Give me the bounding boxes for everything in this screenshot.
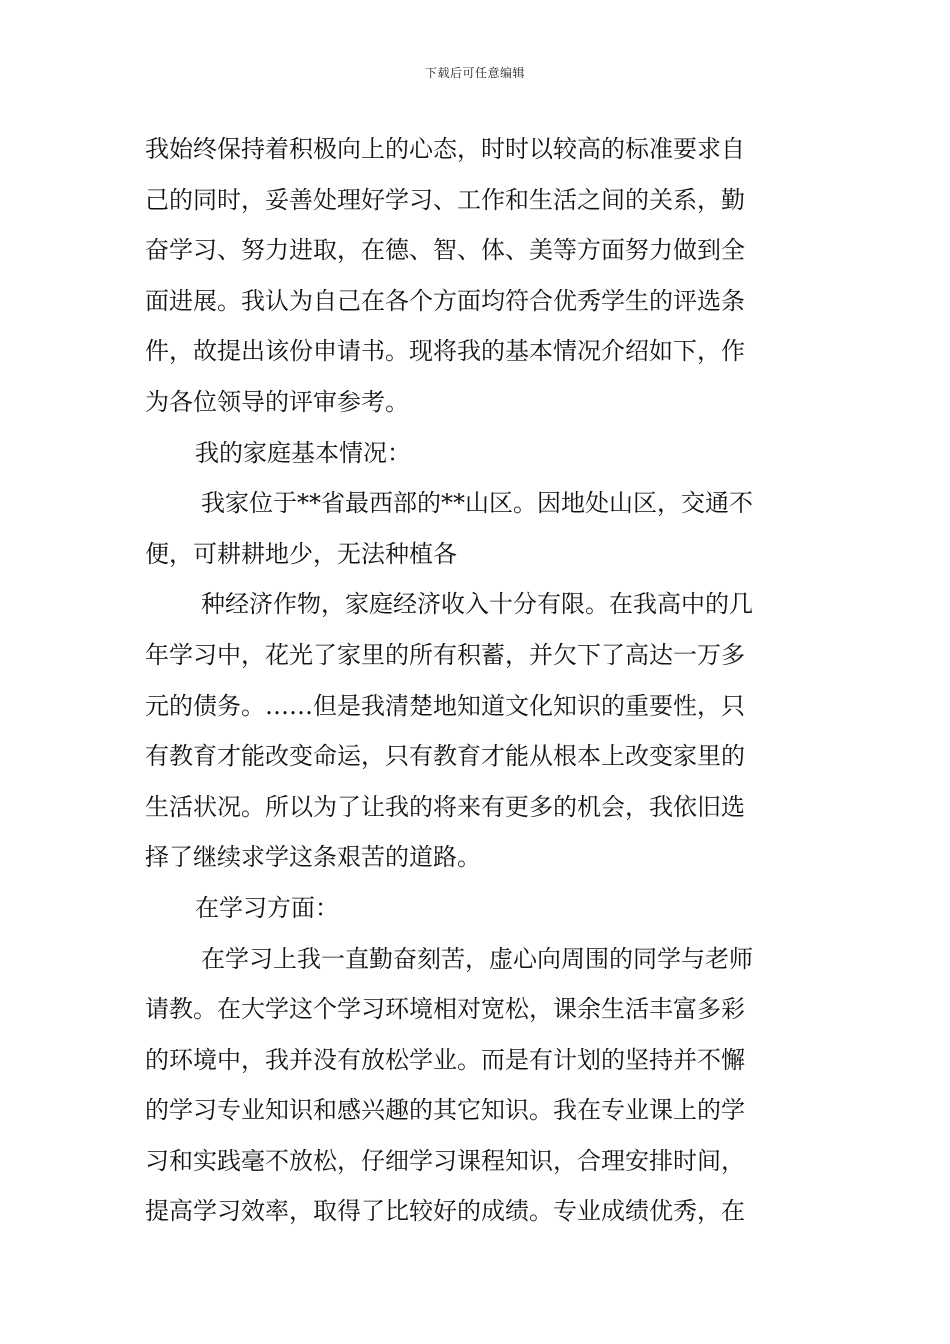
document-body [145, 124, 810, 1237]
section-heading-study [145, 883, 810, 934]
heading-text: 我的家庭基本情况： [195, 438, 411, 467]
text-line: 奋学习、努力进取，在德、智、体、美等方面努力做到全 [145, 236, 745, 265]
text-line: 的环境中，我并没有放松学业。而是有计划的坚持并不懈 [145, 1045, 745, 1074]
paragraph-family-economy [145, 579, 810, 883]
text-line: 年学习中，花光了家里的所有积蓄，并欠下了高达一万多 [145, 640, 745, 669]
heading-text: 在学习方面： [195, 893, 339, 922]
text-line: 生活状况。所以为了让我的将来有更多的机会，我依旧选 [145, 792, 745, 821]
text-line: 我始终保持着积极向上的心态，时时以较高的标准要求自 [145, 135, 745, 163]
text-line: 种经济作物，家庭经济收入十分有限。在我高中的几 [201, 590, 753, 619]
text-line: 我家位于**省最西部的**山区。因地处山区，交通不 [201, 489, 753, 518]
text-line: 面进展。我认为自己在各个方面均符合优秀学生的评选条 [145, 286, 745, 315]
text-line: 在学习上我一直勤奋刻苦，虚心向周围的同学与老师 [201, 944, 753, 973]
page-header-note: 下载后可任意编辑 [424, 66, 525, 80]
text-line: 择了继续求学这条艰苦的道路。 [145, 843, 481, 872]
text-line: 有教育才能改变命运，只有教育才能从根本上改变家里的 [145, 742, 745, 771]
text-line: 请教。在大学这个学习环境相对宽松，课余生活丰富多彩 [145, 995, 745, 1024]
text-line: 元的债务。……但是我清楚地知道文化知识的重要性，只 [145, 691, 745, 720]
paragraph-study [145, 934, 810, 1238]
paragraph-family-location [145, 478, 810, 579]
text-line: 提高学习效率，取得了比较好的成绩。专业成绩优秀，在 [145, 1197, 745, 1226]
text-line: 便，可耕耕地少，无法种植各 [145, 539, 457, 568]
text-line: 件，故提出该份申请书。现将我的基本情况介绍如下，作 [145, 337, 745, 366]
text-line: 的学习专业知识和感兴趣的其它知识。我在专业课上的学 [145, 1096, 745, 1125]
text-line: 为各位领导的评审参考。 [145, 387, 409, 416]
text-line: 习和实践毫不放松，仔细学习课程知识，合理安排时间， [145, 1146, 745, 1175]
text-line: 己的同时，妥善处理好学习、工作和生活之间的关系，勤 [145, 185, 745, 214]
section-heading-family [145, 428, 810, 479]
paragraph-intro [145, 124, 810, 428]
